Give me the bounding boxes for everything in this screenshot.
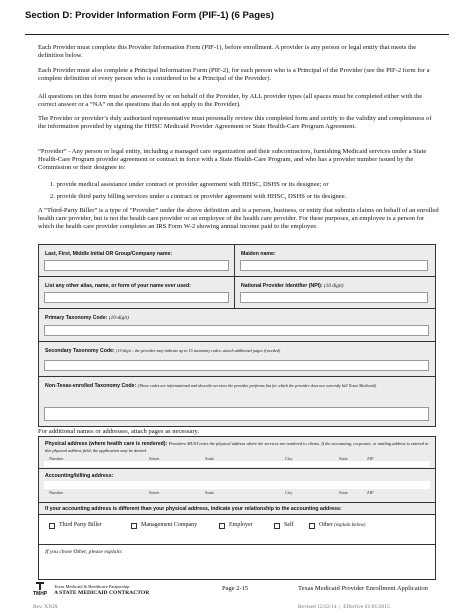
address-form: [38, 436, 436, 580]
pif2-paragraph: Each Provider must also complete a Principal Information Form (PIF-2), for each person who is a Principal of the Provider (see the PIF-2 form for a complete definition of every person who is considered to be a Principal of the Provider).: [38, 67, 430, 83]
primary-taxonomy-field[interactable]: [44, 325, 429, 336]
third-party-biller-checkbox[interactable]: [49, 523, 55, 529]
secondary-taxonomy-cell: [39, 342, 435, 377]
npi-label-text: National Provider Identifier (NPI):: [241, 283, 323, 289]
self-checkbox[interactable]: [274, 523, 280, 529]
accounting-col-suite: Suite: [205, 490, 215, 495]
accounting-col-number: Number: [49, 490, 64, 495]
other-names-label: List any other alias, name, or form of your name ever used:: [45, 283, 191, 289]
physical-col-suite: Suite: [205, 456, 215, 461]
self-label: Self: [284, 522, 294, 528]
third-party-definition: A “Third-Party Biller” is a type of “Provider” under the above definition and is a person, business, or entity that submits claims on behalf of an enrolled health care provider, but is not the health care provider or an employee of the health care provider. For these purposes, an employee is a person for which the health care provider completes an IRS Form W-2 showing annual income paid to the employee.: [38, 207, 439, 231]
primary-taxonomy-hint: (10-digit): [108, 315, 129, 321]
primary-taxonomy-label-text: Primary Taxonomy Code:: [45, 315, 108, 321]
other-hint: (explain below): [334, 523, 366, 528]
revised-date: Revised 12/22/14: [298, 604, 337, 610]
name-cell: [39, 245, 235, 277]
nontexas-taxonomy-label-text: Non-Texas-enrolled Taxonomy Code:: [45, 383, 137, 389]
maiden-label: Maiden name:: [241, 251, 276, 257]
physical-col-city: City: [285, 456, 293, 461]
physical-col-state: State: [339, 456, 348, 461]
name-label: Last, First, Middle Initial OR Group/Company name:: [45, 251, 173, 257]
provider-definition: “Provider” - Any person or legal entity, including a managed care organization and their subcontractors, furnishing Medicaid services under a State Health-Care Program provider agreement or contract in force with a State Health-Care Program, and who has a provider number issued by the Commission or their designee to:: [38, 148, 427, 172]
tmhp-logo-icon: [35, 581, 45, 591]
certify-paragraph: The Provider or provider’s duly authorized representative must personally review this completed form and certify to the validity and completeness of the information provided by signing the HHSC Medicaid Provider Agreement or State Health-Care Program Agreement.: [38, 115, 432, 131]
management-company-label: Management Company: [141, 522, 198, 528]
name-field[interactable]: [44, 260, 229, 271]
nontexas-taxonomy-hint: (These codes are informational and describe services the provider performs but for which the provider does not currently bill Texas Medicaid): [137, 383, 377, 388]
primary-taxonomy-label: [45, 315, 129, 321]
physical-address-label: [45, 441, 429, 454]
application-title: Texas Medicaid Provider Enrollment Application: [298, 585, 428, 592]
npi-field[interactable]: [240, 292, 428, 303]
management-company-checkbox[interactable]: [131, 523, 137, 529]
accounting-col-state: State: [339, 490, 348, 495]
secondary-taxonomy-label-text: Secondary Taxonomy Code:: [45, 348, 115, 354]
contractor-tagline: A STATE MEDICAID CONTRACTOR: [54, 590, 150, 596]
section-divider: [25, 34, 449, 35]
physical-address-label-text: Physical address (where health care is rendered):: [45, 441, 168, 447]
secondary-taxonomy-field[interactable]: [44, 360, 429, 371]
explain-label: If you chose Other, please explain:: [45, 549, 123, 555]
other-checkbox[interactable]: [309, 523, 315, 529]
relationship-header-cell: [39, 503, 435, 515]
revision-label: Rev. XXIX: [33, 604, 58, 610]
other-names-field[interactable]: [44, 292, 229, 303]
provider-info-form: [38, 244, 436, 427]
physical-address-hint: Providers MUST enter the physical address where the services are rendered to clients. If the accounting, corporate, or mailing address is entered in this physical address field, the application may be denied.: [45, 441, 429, 453]
secondary-taxonomy-hint: (10-digit – the provider may indicate up to 15 taxonomy codes; attach additional pages if needed): [116, 348, 281, 353]
explain-field[interactable]: [44, 557, 430, 577]
third-party-biller-label: Third Party Biller: [59, 522, 102, 528]
maiden-name-field[interactable]: [240, 260, 428, 271]
relationship-options-row: [39, 515, 435, 545]
explain-cell: [39, 545, 435, 579]
npi-hint: (10 digit): [324, 283, 344, 289]
nontexas-taxonomy-label: [45, 383, 429, 389]
other-names-cell: [39, 277, 235, 309]
other-label: [319, 522, 365, 528]
physical-col-zip: ZIP: [367, 456, 374, 461]
accounting-address-label: Accounting/billing address:: [45, 473, 114, 479]
physical-address-field[interactable]: [44, 461, 430, 467]
relationship-label: If your accounting address is different than your physical address, indicate your relationship to the accounting address:: [45, 506, 342, 512]
page-number: Page 2-15: [222, 585, 249, 592]
accounting-col-street: Street: [149, 490, 160, 495]
maiden-cell: [235, 245, 435, 277]
nontexas-taxonomy-cell: [39, 377, 435, 426]
accounting-address-cell: [39, 469, 435, 503]
questions-paragraph: All questions on this form must be answered by or on behalf of the Provider, by ALL provider types (all spaces must be completed either with the correct answer or a “NA” on the questions that do not apply to the Provider).: [38, 93, 423, 109]
secondary-taxonomy-label: [45, 348, 280, 354]
section-title: Section D: Provider Information Form (PIF-1) (6 Pages): [25, 10, 274, 21]
accounting-address-field[interactable]: [44, 481, 430, 489]
nontexas-taxonomy-field[interactable]: [44, 407, 429, 421]
additional-pages-note: For additional names or addresses, attach pages as necessary.: [38, 428, 200, 435]
physical-col-street: Street: [149, 456, 160, 461]
employer-checkbox[interactable]: [219, 523, 225, 529]
definition-item-2: 2. provide third party billing services under a contract or provider agreement with HHSC, DSHS or its designee.: [50, 193, 347, 200]
effective-date: Effective 01/01/2015: [343, 604, 390, 610]
accounting-col-zip: ZIP: [367, 490, 374, 495]
partnership-name: Texas Medicaid & Healthcare Partnership: [54, 584, 130, 589]
physical-col-number: Number: [49, 456, 64, 461]
revision-dates: Revised 12/22/14 | Effective 01/01/2015: [298, 604, 390, 610]
accounting-col-city: City: [285, 490, 293, 495]
intro-paragraph: Each Provider must complete this Provider Information Form (PIF-1), before enrollment. A provider is any person or legal entity that meets the definition below.: [38, 44, 417, 60]
other-label-text: Other: [319, 522, 333, 528]
npi-cell: [235, 277, 435, 309]
definition-item-1: 1. provide medical assistance under contract or provider agreement with HHSC, DSHS or its designee; or: [50, 181, 329, 188]
tmhp-logo-text: TMHP: [33, 591, 48, 597]
physical-address-cell: [39, 437, 435, 469]
npi-label: [241, 283, 343, 289]
primary-taxonomy-cell: [39, 309, 435, 342]
employer-label: Employer: [229, 522, 253, 528]
